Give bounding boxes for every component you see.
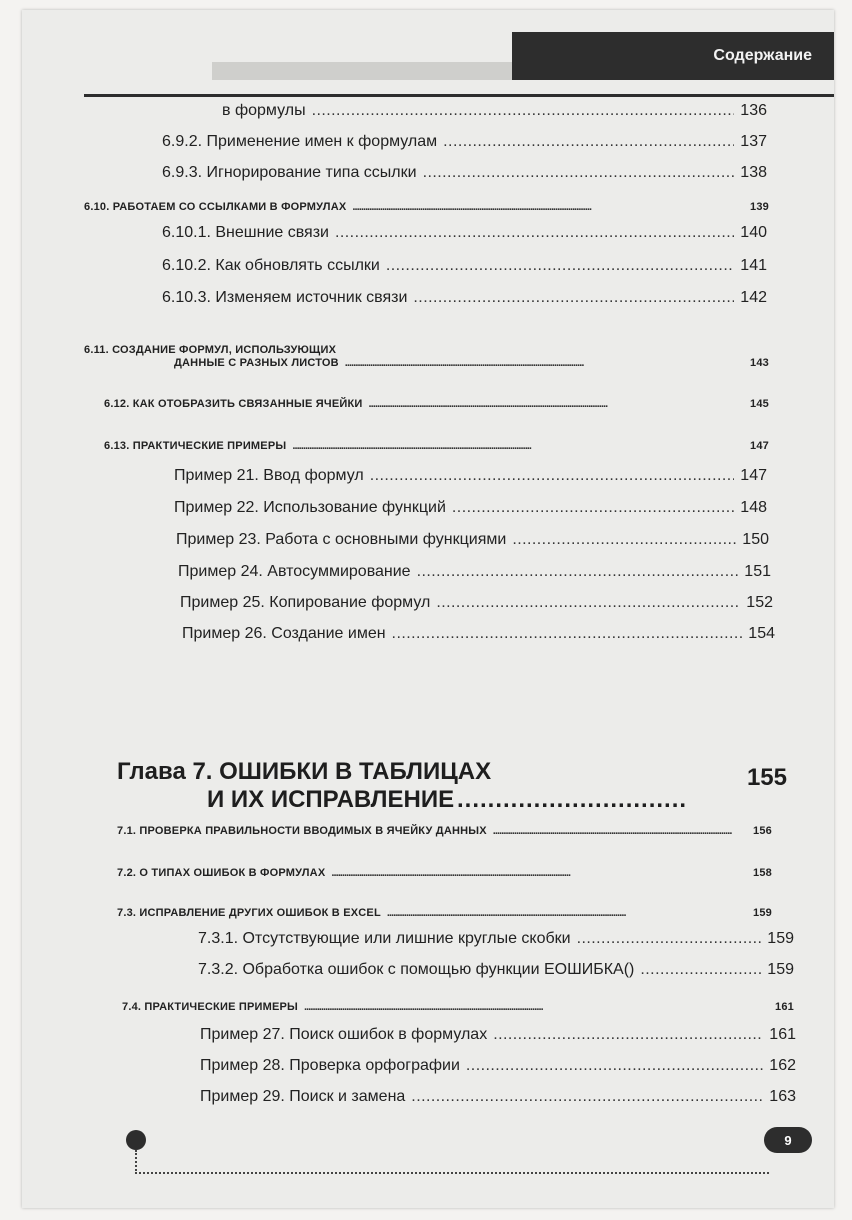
running-header xyxy=(512,32,834,80)
toc-leader-dots xyxy=(577,930,762,948)
toc-section-page: 156 xyxy=(753,825,772,837)
toc-entry[interactable] xyxy=(200,1026,796,1044)
toc-entry-label: 7.3.2. Обработка ошибок с помощью функции ЕОШИБКА() xyxy=(198,961,635,978)
toc-section-page: 139 xyxy=(750,201,769,213)
toc-leader-dots xyxy=(304,1001,769,1013)
toc-section-label: 6.10. РАБОТАЕМ СО ССЫЛКАМИ В ФОРМУЛАХ xyxy=(84,201,347,213)
toc-entry[interactable] xyxy=(198,961,794,979)
toc-entry[interactable] xyxy=(174,467,767,485)
toc-section[interactable] xyxy=(104,398,769,410)
footer-dotted-line xyxy=(135,1150,769,1174)
toc-section-label: 7.3. ИСПРАВЛЕНИЕ ДРУГИХ ОШИБОК В EXCEL xyxy=(117,907,381,919)
toc-entry[interactable] xyxy=(198,930,794,948)
toc-entry[interactable] xyxy=(162,164,767,182)
toc-section-label: ДАННЫЕ С РАЗНЫХ ЛИСТОВ xyxy=(174,357,339,369)
toc-leader-dots xyxy=(436,594,740,612)
header-rule xyxy=(84,94,834,97)
toc-entry-page: 163 xyxy=(769,1088,796,1105)
footer-bullet xyxy=(126,1130,146,1150)
toc-entry[interactable] xyxy=(222,102,767,120)
toc-leader-dots xyxy=(392,625,743,643)
toc-section[interactable] xyxy=(122,1001,794,1013)
toc-leader-dots xyxy=(335,224,734,242)
toc-leader-dots xyxy=(466,1057,763,1075)
chapter-page: 155 xyxy=(746,764,787,791)
toc-entry-label: Пример 26. Создание имен xyxy=(182,625,386,642)
toc-entry[interactable] xyxy=(162,224,767,242)
toc-leader-dots xyxy=(292,440,744,452)
toc-section-page: 161 xyxy=(775,1001,794,1013)
toc-entry-page: 159 xyxy=(767,961,794,978)
page-number: 9 xyxy=(784,1132,792,1148)
toc-entry[interactable] xyxy=(182,625,775,643)
toc-entry-label: в формулы xyxy=(222,102,306,119)
toc-entry[interactable] xyxy=(162,257,767,275)
toc-section-page: 143 xyxy=(750,357,769,369)
toc-leader-dots xyxy=(331,867,747,879)
toc-section-label-line1: 6.11. СОЗДАНИЕ ФОРМУЛ, ИСПОЛЬЗУЮЩИХ xyxy=(84,344,337,356)
book-page xyxy=(22,10,834,1208)
toc-entry-label: 6.9.2. Применение имен к формулам xyxy=(162,133,438,150)
toc-entry[interactable] xyxy=(162,289,767,307)
toc-entry-page: 161 xyxy=(769,1026,796,1043)
toc-entry-page: 151 xyxy=(744,563,771,580)
toc-entry[interactable] xyxy=(180,594,773,612)
toc-section-label: 7.2. О ТИПАХ ОШИБОК В ФОРМУЛАХ xyxy=(117,867,326,879)
toc-section[interactable] xyxy=(117,867,772,879)
toc-entry-page: 147 xyxy=(740,467,767,484)
toc-section-label: 6.13. ПРАКТИЧЕСКИЕ ПРИМЕРЫ xyxy=(104,440,287,452)
toc-leader-dots xyxy=(352,201,744,213)
toc-entry-label: 6.10.3. Изменяем источник связи xyxy=(162,289,408,306)
toc-section[interactable] xyxy=(104,440,769,452)
toc-entry-label: Пример 25. Копирование формул xyxy=(180,594,431,611)
toc-entry-label: 6.10.1. Внешние связи xyxy=(162,224,329,241)
toc-section-page: 158 xyxy=(753,867,772,879)
toc-entry[interactable] xyxy=(176,531,769,549)
running-header-title: Содержание xyxy=(713,47,812,64)
toc-section[interactable] xyxy=(174,357,769,369)
toc-entry-label: Пример 23. Работа с основными функциями xyxy=(176,531,507,548)
toc-entry-label: Пример 21. Ввод формул xyxy=(174,467,364,484)
toc-leader-dots xyxy=(443,133,734,151)
toc-section-page: 159 xyxy=(753,907,772,919)
toc-entry-label: 6.9.3. Игнорирование типа ссылки xyxy=(162,164,417,181)
toc-entry-page: 140 xyxy=(740,224,767,241)
toc-leader-dots xyxy=(370,467,735,485)
toc-entry-page: 141 xyxy=(740,257,767,274)
toc-section[interactable] xyxy=(117,825,772,837)
toc-leader-dots xyxy=(493,1026,763,1044)
page-number-badge xyxy=(764,1127,812,1153)
toc-leader-dots xyxy=(493,825,747,837)
toc-leader-dots xyxy=(387,907,747,919)
toc-entry-page: 150 xyxy=(742,531,769,548)
toc-section-label: 7.4. ПРАКТИЧЕСКИЕ ПРИМЕРЫ xyxy=(122,1001,299,1013)
toc-entry-page: 137 xyxy=(740,133,767,150)
toc-leader-dots xyxy=(369,398,745,410)
toc-section-page: 145 xyxy=(750,398,769,410)
toc-entry[interactable] xyxy=(200,1088,796,1106)
toc-leader-dots xyxy=(345,357,744,369)
toc-entry-page: 152 xyxy=(746,594,773,611)
toc-entry-page: 142 xyxy=(740,289,767,306)
toc-leader-dots xyxy=(413,289,734,307)
toc-entry-page: 136 xyxy=(740,102,767,119)
toc-entry-label: 6.10.2. Как обновлять ссылки xyxy=(162,257,380,274)
toc-entry[interactable] xyxy=(162,133,767,151)
toc-entry-label: Пример 24. Автосуммирование xyxy=(178,563,411,580)
toc-section[interactable] xyxy=(84,201,769,213)
toc-section-label: 7.1. ПРОВЕРКА ПРАВИЛЬНОСТИ ВВОДИМЫХ В ЯЧЕЙКУ ДАННЫХ xyxy=(117,825,487,837)
toc-entry[interactable] xyxy=(178,563,771,581)
toc-entry-page: 162 xyxy=(769,1057,796,1074)
toc-entry-page: 148 xyxy=(740,499,767,516)
chapter-title-line1: Глава 7. ОШИБКИ В ТАБЛИЦАХ xyxy=(117,758,492,785)
toc-entry-page: 138 xyxy=(740,164,767,181)
toc-entry-label: Пример 28. Проверка орфографии xyxy=(200,1057,460,1074)
toc-leader-dots xyxy=(312,102,735,120)
toc-entry[interactable] xyxy=(174,499,767,517)
toc-entry[interactable] xyxy=(200,1057,796,1075)
toc-leader-dots xyxy=(512,531,736,549)
toc-section-label: 6.12. КАК ОТОБРАЗИТЬ СВЯЗАННЫЕ ЯЧЕЙКИ xyxy=(104,398,363,410)
toc-entry-page: 159 xyxy=(767,930,794,947)
toc-leader-dots xyxy=(411,1088,763,1106)
toc-entry-label: Пример 22. Использование функций xyxy=(174,499,446,516)
toc-entry-label: Пример 29. Поиск и замена xyxy=(200,1088,406,1105)
toc-leader-dots xyxy=(452,499,734,517)
toc-section[interactable] xyxy=(117,907,772,919)
toc-section-page: 147 xyxy=(750,440,769,452)
toc-leader-dots xyxy=(423,164,735,182)
toc-entry-label: Пример 27. Поиск ошибок в формулах xyxy=(200,1026,488,1043)
toc-leader-dots xyxy=(640,961,761,979)
toc-entry-page: 154 xyxy=(748,625,775,642)
chapter-title-line2: И ИХ ИСПРАВЛЕНИЕ xyxy=(207,786,455,813)
toc-leader-dots xyxy=(417,563,739,581)
chapter-leader-dots: .............................. xyxy=(457,786,687,813)
toc-entry-label: 7.3.1. Отсутствующие или лишние круглые скобки xyxy=(198,930,571,947)
toc-leader-dots xyxy=(386,257,734,275)
header-shade xyxy=(212,62,512,80)
